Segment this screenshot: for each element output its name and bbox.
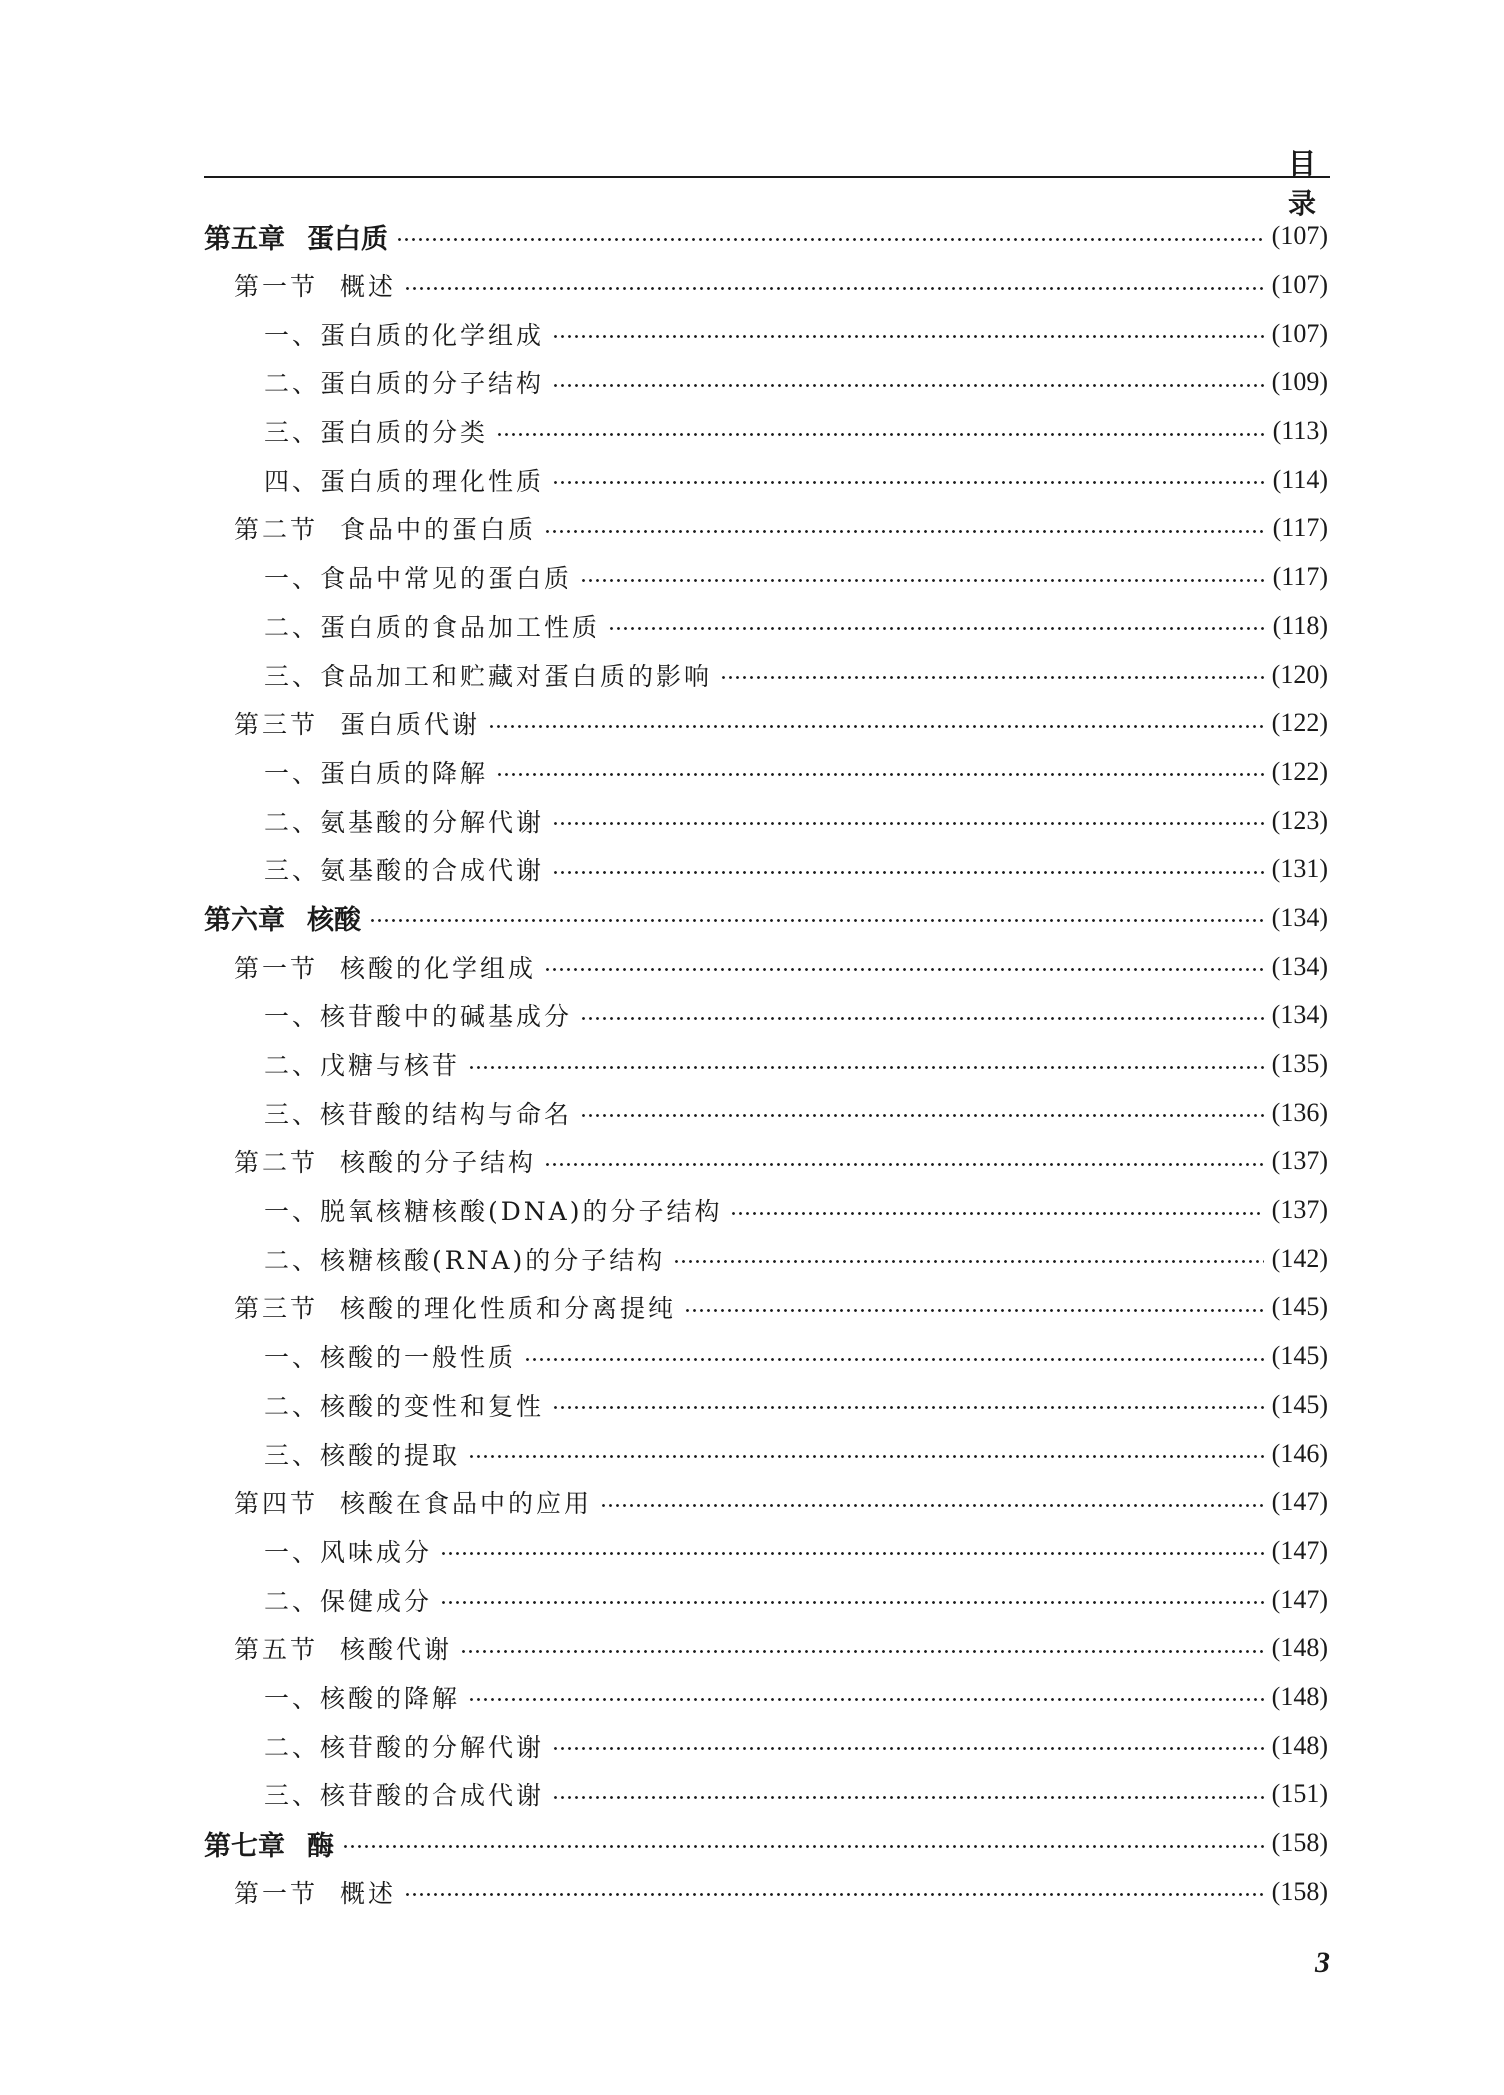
toc-entry-page: (145) [1271, 1389, 1328, 1419]
toc-entry-text: 核酸代谢 [340, 1635, 453, 1665]
toc-entry-page: (113) [1272, 416, 1328, 446]
toc-entry-page: (123) [1271, 805, 1328, 835]
toc-entry-text: 二、戊糖与核苷 [264, 1051, 461, 1081]
toc-entry-title [264, 364, 544, 400]
toc-entry-page: (136) [1271, 1097, 1328, 1127]
toc-entry-title [264, 1387, 544, 1423]
toc-dot-leader [580, 1114, 1264, 1117]
toc-dot-leader [396, 238, 1264, 241]
header-rule [204, 176, 1330, 178]
toc-dot-leader [684, 1309, 1264, 1312]
toc-subsection-entry[interactable] [204, 358, 1328, 407]
toc-entry-title [264, 559, 572, 595]
toc-entry-title [264, 1436, 460, 1472]
toc-entry-page: (145) [1271, 1341, 1328, 1371]
toc-entry-title [234, 1143, 536, 1179]
toc-entry-page: (118) [1272, 610, 1328, 640]
toc-chapter-entry[interactable] [204, 894, 1328, 943]
toc-entry-title [264, 1046, 460, 1082]
toc-dot-leader [673, 1260, 1263, 1263]
toc-subsection-entry[interactable] [204, 845, 1328, 894]
toc-dot-leader [544, 530, 1265, 533]
toc-dot-leader [488, 725, 1264, 728]
toc-dot-leader [730, 1212, 1263, 1215]
toc-entry-text: 核酸的理化性质和分离提纯 [340, 1294, 677, 1324]
toc-entry-page: (122) [1271, 756, 1328, 786]
toc-entry-title [264, 1679, 460, 1715]
toc-entry-text: 二、核糖核酸(RNA)的分子结构 [264, 1245, 666, 1275]
toc-entry-title [264, 1776, 544, 1812]
toc-subsection-entry[interactable] [204, 1234, 1328, 1283]
page-header-title: 目 录 [1287, 147, 1330, 220]
toc-entry-label: 第六章 [204, 905, 285, 937]
toc-section-entry[interactable] [204, 261, 1328, 310]
toc-dot-leader [404, 287, 1264, 290]
toc-entry-page: (122) [1271, 708, 1328, 738]
toc-dot-leader [468, 1698, 1264, 1701]
toc-entry-page: (148) [1271, 1730, 1328, 1760]
toc-entry-page: (107) [1271, 270, 1328, 300]
toc-subsection-entry[interactable] [204, 1575, 1328, 1624]
page-number: 3 [1315, 1946, 1330, 1979]
toc-dot-leader [552, 1796, 1264, 1799]
toc-entry-label: 第五节 [234, 1635, 319, 1665]
toc-dot-leader [369, 919, 1264, 922]
toc-dot-leader [600, 1504, 1264, 1507]
toc-entry-text: 二、核苷酸的分解代谢 [264, 1732, 545, 1762]
toc-section-entry[interactable] [204, 1283, 1328, 1332]
toc-entry-label: 第七章 [204, 1830, 285, 1862]
toc-entry-page: (137) [1271, 1146, 1328, 1176]
toc-entry-label: 第一节 [234, 1878, 319, 1908]
toc-entry-text: 核酸的分子结构 [340, 1148, 537, 1178]
toc-entry-page: (117) [1272, 562, 1328, 592]
toc-entry-label: 第一节 [234, 953, 319, 983]
toc-dot-leader [544, 968, 1264, 971]
toc-entry-label: 第四节 [234, 1489, 319, 1519]
toc-entry-title [234, 1874, 396, 1910]
toc-dot-leader [440, 1601, 1264, 1604]
toc-chapter-entry[interactable] [204, 212, 1328, 261]
toc-dot-leader [608, 627, 1265, 630]
toc-dot-leader [580, 1017, 1264, 1020]
toc-entry-text: 概述 [340, 1878, 397, 1908]
toc-entry-page: (120) [1271, 659, 1328, 689]
toc-entry-text: 蛋白质代谢 [340, 710, 481, 740]
toc-entry-title [234, 1484, 592, 1520]
toc-entry-title [264, 657, 712, 693]
toc-dot-leader [552, 481, 1265, 484]
toc-entry-title [264, 1582, 432, 1618]
toc-dot-leader [342, 1845, 1264, 1848]
toc-entry-page: (158) [1271, 1828, 1328, 1858]
toc-subsection-entry[interactable] [204, 1770, 1328, 1819]
toc-entry-page: (148) [1271, 1681, 1328, 1711]
toc-subsection-entry[interactable] [204, 991, 1328, 1040]
toc-dot-leader [580, 579, 1265, 582]
toc-entry-label: 第二节 [234, 515, 319, 545]
toc-entry-text: 三、核苷酸的合成代谢 [264, 1781, 545, 1811]
toc-entry-title [264, 851, 544, 887]
toc-entry-text: 一、核酸的降解 [264, 1683, 461, 1713]
toc-entry-text: 蛋白质 [307, 223, 388, 255]
toc-entry-text: 一、核酸的一般性质 [264, 1343, 517, 1373]
toc-entry-text: 核酸 [307, 905, 361, 937]
toc-subsection-entry[interactable] [204, 1381, 1328, 1430]
toc-entry-title [234, 510, 536, 546]
toc-entry-text: 核酸在食品中的应用 [340, 1489, 593, 1519]
toc-dot-leader [552, 871, 1264, 874]
toc-entry-text: 一、蛋白质的化学组成 [264, 320, 545, 350]
toc-entry-page: (134) [1271, 902, 1328, 932]
toc-subsection-entry[interactable] [204, 1332, 1328, 1381]
table-of-contents [204, 212, 1328, 1916]
toc-entry-text: 二、核酸的变性和复性 [264, 1391, 545, 1421]
toc-entry-title [204, 217, 388, 256]
toc-entry-title [234, 949, 536, 985]
toc-section-entry[interactable] [204, 504, 1328, 553]
toc-section-entry[interactable] [204, 1478, 1328, 1527]
toc-entry-page: (107) [1271, 318, 1328, 348]
toc-entry-title [264, 1241, 665, 1277]
toc-entry-text: 三、氨基酸的合成代谢 [264, 856, 545, 886]
toc-entry-text: 一、脱氧核糖核酸(DNA)的分子结构 [264, 1197, 723, 1227]
toc-entry-text: 三、食品加工和贮藏对蛋白质的影响 [264, 661, 713, 691]
toc-entry-text: 一、风味成分 [264, 1537, 433, 1567]
toc-dot-leader [404, 1893, 1264, 1896]
toc-section-entry[interactable] [204, 1867, 1328, 1916]
toc-subsection-entry[interactable] [204, 309, 1328, 358]
toc-entry-page: (158) [1271, 1876, 1328, 1906]
toc-dot-leader [496, 433, 1265, 436]
toc-entry-page: (137) [1271, 1195, 1328, 1225]
toc-entry-text: 一、食品中常见的蛋白质 [264, 564, 573, 594]
toc-dot-leader [544, 1163, 1264, 1166]
toc-entry-page: (131) [1271, 854, 1328, 884]
toc-entry-page: (147) [1271, 1487, 1328, 1517]
toc-section-entry[interactable] [204, 1137, 1328, 1186]
toc-entry-title [264, 1338, 516, 1374]
toc-entry-label: 第二节 [234, 1148, 319, 1178]
toc-entry-title [264, 803, 544, 839]
toc-entry-text: 一、核苷酸中的碱基成分 [264, 1002, 573, 1032]
toc-entry-page: (146) [1271, 1438, 1328, 1468]
toc-dot-leader [524, 1358, 1264, 1361]
toc-entry-title [234, 1630, 452, 1666]
toc-entry-page: (117) [1272, 513, 1328, 543]
toc-entry-text: 二、蛋白质的分子结构 [264, 369, 545, 399]
toc-entry-text: 二、保健成分 [264, 1586, 433, 1616]
toc-entry-page: (147) [1271, 1535, 1328, 1565]
toc-entry-page: (114) [1272, 464, 1328, 494]
toc-subsection-entry[interactable] [204, 1527, 1328, 1576]
toc-section-entry[interactable] [204, 942, 1328, 991]
toc-entry-text: 食品中的蛋白质 [340, 515, 537, 545]
toc-section-entry[interactable] [204, 1624, 1328, 1673]
toc-dot-leader [552, 1747, 1264, 1750]
toc-subsection-entry[interactable] [204, 1088, 1328, 1137]
toc-entry-title [264, 1095, 572, 1131]
toc-subsection-entry[interactable] [204, 650, 1328, 699]
toc-entry-title [264, 1728, 544, 1764]
toc-entry-label: 第三节 [234, 710, 319, 740]
toc-entry-text: 三、核酸的提取 [264, 1440, 461, 1470]
toc-dot-leader [468, 1066, 1264, 1069]
toc-entry-title [264, 608, 600, 644]
toc-entry-title [234, 1289, 676, 1325]
toc-dot-leader [552, 384, 1264, 387]
toc-chapter-entry[interactable] [204, 1819, 1328, 1868]
toc-dot-leader [468, 1455, 1264, 1458]
toc-entry-page: (135) [1271, 1049, 1328, 1079]
toc-entry-title [264, 462, 544, 498]
toc-entry-title [204, 1824, 334, 1863]
toc-dot-leader [720, 676, 1264, 679]
toc-entry-text: 一、蛋白质的降解 [264, 758, 489, 788]
toc-entry-title [264, 316, 544, 352]
toc-dot-leader [440, 1552, 1264, 1555]
toc-subsection-entry[interactable] [204, 1429, 1328, 1478]
toc-entry-page: (148) [1271, 1633, 1328, 1663]
toc-entry-text: 概述 [340, 272, 397, 302]
toc-subsection-entry[interactable] [204, 1040, 1328, 1089]
toc-dot-leader [552, 1406, 1264, 1409]
toc-subsection-entry[interactable] [204, 602, 1328, 651]
toc-entry-text: 三、蛋白质的分类 [264, 418, 489, 448]
toc-dot-leader [460, 1650, 1264, 1653]
toc-entry-text: 三、核苷酸的结构与命名 [264, 1099, 573, 1129]
toc-subsection-entry[interactable] [204, 407, 1328, 456]
toc-entry-label: 第一节 [234, 272, 319, 302]
toc-entry-text: 四、蛋白质的理化性质 [264, 466, 545, 496]
toc-entry-label: 第五章 [204, 223, 285, 255]
toc-section-entry[interactable] [204, 699, 1328, 748]
toc-subsection-entry[interactable] [204, 553, 1328, 602]
toc-entry-title [264, 413, 488, 449]
toc-entry-title [234, 267, 396, 303]
toc-entry-title [204, 898, 361, 937]
toc-entry-page: (145) [1271, 1292, 1328, 1322]
toc-entry-title [234, 705, 480, 741]
toc-entry-text: 核酸的化学组成 [340, 953, 537, 983]
toc-entry-page: (147) [1271, 1584, 1328, 1614]
toc-dot-leader [552, 335, 1264, 338]
toc-entry-page: (151) [1271, 1779, 1328, 1809]
toc-subsection-entry[interactable] [204, 796, 1328, 845]
toc-dot-leader [496, 773, 1264, 776]
toc-entry-label: 第三节 [234, 1294, 319, 1324]
toc-subsection-entry[interactable] [204, 455, 1328, 504]
toc-entry-page: (109) [1271, 367, 1328, 397]
toc-entry-page: (107) [1271, 221, 1328, 251]
toc-entry-text: 二、氨基酸的分解代谢 [264, 807, 545, 837]
toc-entry-title [264, 1533, 432, 1569]
toc-entry-title [264, 997, 572, 1033]
toc-subsection-entry[interactable] [204, 1721, 1328, 1770]
toc-dot-leader [552, 822, 1264, 825]
toc-entry-title [264, 754, 488, 790]
toc-entry-title [264, 1192, 722, 1228]
toc-subsection-entry[interactable] [204, 1673, 1328, 1722]
toc-entry-text: 二、蛋白质的食品加工性质 [264, 612, 601, 642]
toc-subsection-entry[interactable] [204, 1186, 1328, 1235]
toc-entry-page: (142) [1271, 1243, 1328, 1273]
toc-subsection-entry[interactable] [204, 748, 1328, 797]
toc-entry-page: (134) [1271, 951, 1328, 981]
toc-entry-text: 酶 [307, 1830, 334, 1862]
toc-entry-page: (134) [1271, 1000, 1328, 1030]
